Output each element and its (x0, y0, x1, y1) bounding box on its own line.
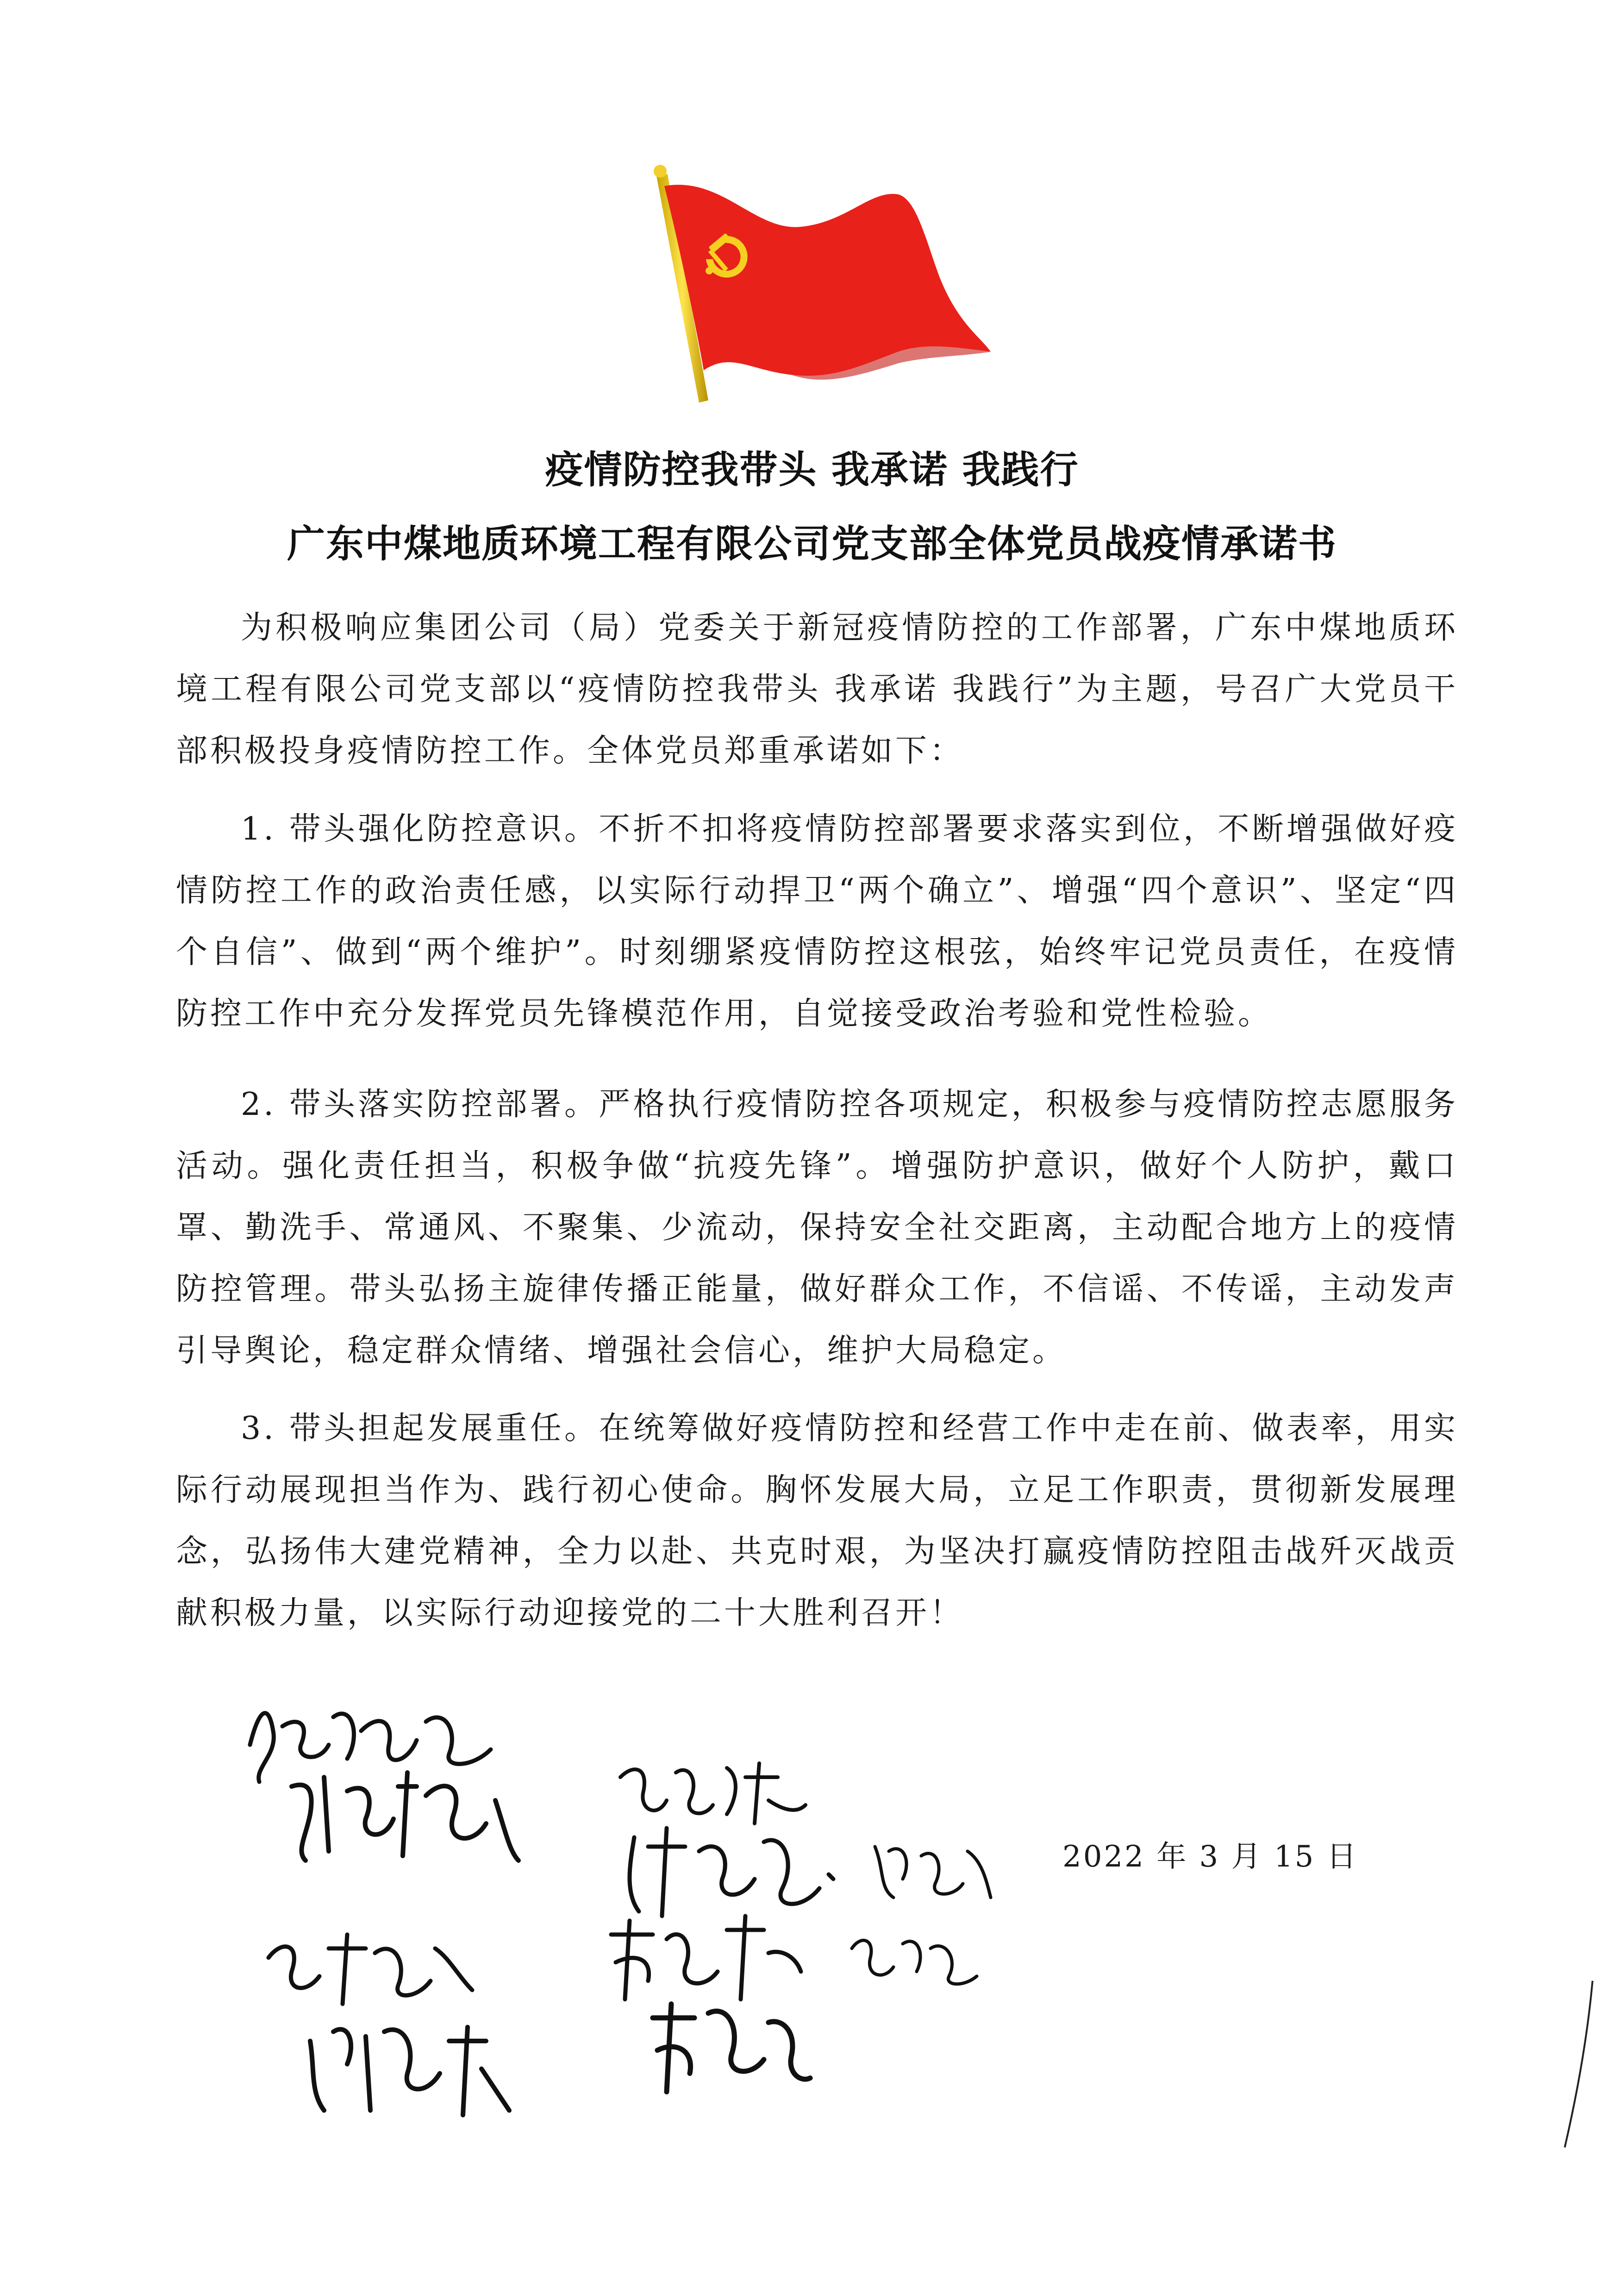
signature-chen (866, 1833, 1000, 1907)
party-flag-image (639, 157, 1009, 417)
signature-bottom-middle (639, 1990, 815, 2101)
signature-deng-lizheng (259, 1921, 481, 2013)
signature-liu-linhui (278, 1759, 537, 1870)
signature-small-1 (843, 1921, 986, 1990)
document-subtitle: 广东中煤地质环境工程有限公司党支部全体党员战疫情承诺书 (287, 522, 1337, 566)
signing-date: 2022 年 3 月 15 日 (1062, 1840, 1358, 1874)
pledge-paragraph-3: 3. 带头担起发展重任。在统筹做好疫情防控和经营工作中走在前、做表率，用实际行动展现担当作为、践行初心使命。胸怀发展大局，立足工作职责，贯彻新发展理念，弘扬伟大建党精神，全力以赴、共克时艰，为坚决打赢疫情防控阻击战歼灭战贡献积极力量，以实际行动迎接党的二十大胜利召开！ (176, 1410, 1458, 1631)
signature-bottom-left (296, 2004, 518, 2124)
signature-fu (616, 1819, 838, 1921)
document-title: 疫情防控我带头 我承诺 我践行 (545, 448, 1079, 492)
pledge-paragraph-2: 2. 带头落实防控部署。严格执行疫情防控各项规定，积极参与疫情防控志愿服务活动。强化责任担当，积极争做“抗疫先锋”。增强防护意识，做好个人防护，戴口罩、勤洗手、常通风、不聚集、少流动，保持安全社交距离，主动配合地方上的疫情防控管理。带头弘扬主旋律传播正能量，做好群众工作，不信谣、不传谣，主动发声引导舆论，稳定群众情绪、增强社会信心，维护大局稳定。 (176, 1086, 1458, 1369)
pledge-paragraph-1: 1. 带头强化防控意识。不折不扣将疫情防控部署要求落实到位，不断增强做好疫情防控工作的政治责任感，以实际行动捍卫“两个确立”、增强“四个意识”、坚定“四个自信”、做到“两个维护”。时刻绷紧疫情防控这根弦，始终牢记党员责任，在疫情防控工作中充分发挥党员先锋模范作用，自觉接受政治考验和党性检验。 (176, 811, 1458, 1032)
scan-edge-mark (1560, 1976, 1597, 2152)
intro-paragraph: 为积极响应集团公司（局）党委关于新冠疫情防控的工作部署，广东中煤地质环境工程有限公司党支部以“疫情防控我带头 我承诺 我践行”为主题，号召广大党员干部积极投身疫情防控工作。全体党员郑重承诺如下： (176, 610, 1458, 769)
